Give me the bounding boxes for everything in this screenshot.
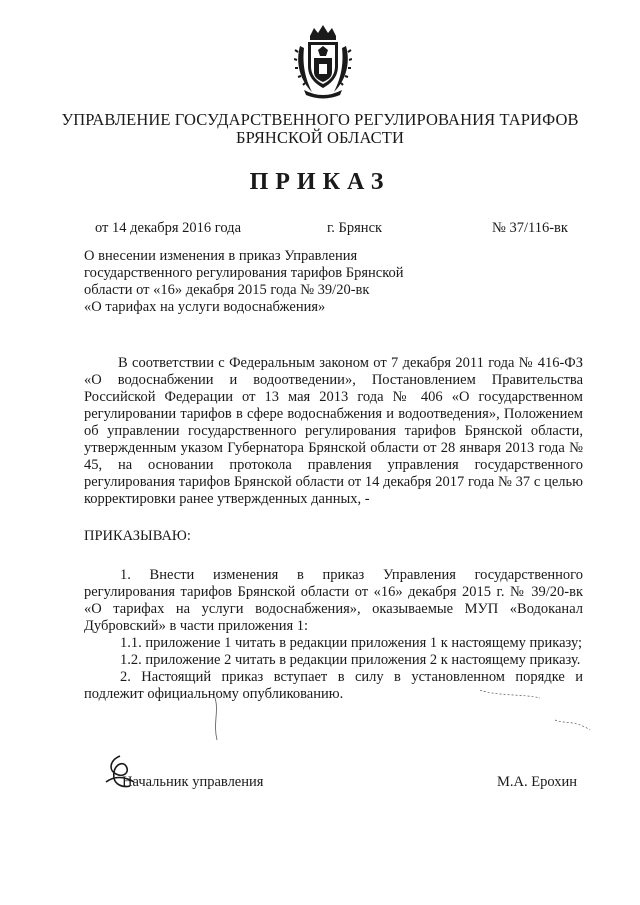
order-item-1-2: 1.2. приложение 2 читать в редакции приложения 2 к настоящему приказу. [120,652,581,668]
order-directive: ПРИКАЗЫВАЮ: [84,528,191,544]
order-item-2: 2. Настоящий приказ вступает в силу в установленном порядке и подлежит официальному опубликованию. [84,669,583,702]
preamble-block [84,355,583,508]
organization-name-line2: БРЯНСКОЙ ОБЛАСТИ [236,128,404,147]
order-item-1-1: 1.1. приложение 1 читать в редакции приложения 1 к настоящему приказу; [120,635,583,651]
order-subject [84,248,444,316]
subject-line: государственного регулирования тарифов Брянской [84,265,404,281]
subject-line: О внесении изменения в приказ Управления [84,248,358,264]
order-date: от 14 декабря 2016 года [95,220,241,236]
organization-name-line1: УПРАВЛЕНИЕ ГОСУДАРСТВЕННОГО РЕГУЛИРОВАНИЯ ТАРИФОВ [61,110,579,129]
preamble-paragraph: В соответствии с Федеральным законом от 7 декабря 2011 года № 416-ФЗ «О водоснабжении и водоотведении», Постановлением Правительства Российской Федерации от 13 мая 2013 года № 406 «О государственном регулировании тарифов в сфере водоснабжения и водоотведения», Положением об управлении государственного регулирования тарифов Брянской области, утвержденным указом Губернатора Брянской области от 28 января 2013 года № 45, на основании протокола правления управления государственного регулирования тарифов Брянской области от 14 декабря 2017 года № 37 с целью корректировки ранее утвержденных данных, - [84,355,583,507]
subject-line: области от «16» декабря 2015 года № 39/20-вк [84,282,370,298]
signatory-position: Начальник управления [122,774,264,790]
coat-of-arms-icon [294,22,352,100]
order-item-1: 1. Внести изменения в приказ Управления государственного регулирования тарифов Брянской области от «16» декабря 2015 г. № 39/20-вк «О тарифах на услуги водоснабжения», оказываемые МУП «Водоканал Дубровский» в части приложения 1: [84,567,583,634]
order-number: № 37/116-вк [492,220,568,236]
subject-line: «О тарифах на услуги водоснабжения» [84,299,326,315]
signatory-name: М.А. Ерохин [497,774,578,790]
order-city: г. Брянск [327,220,383,236]
order-items [84,567,583,703]
document-title: ПРИКАЗ [249,169,391,195]
